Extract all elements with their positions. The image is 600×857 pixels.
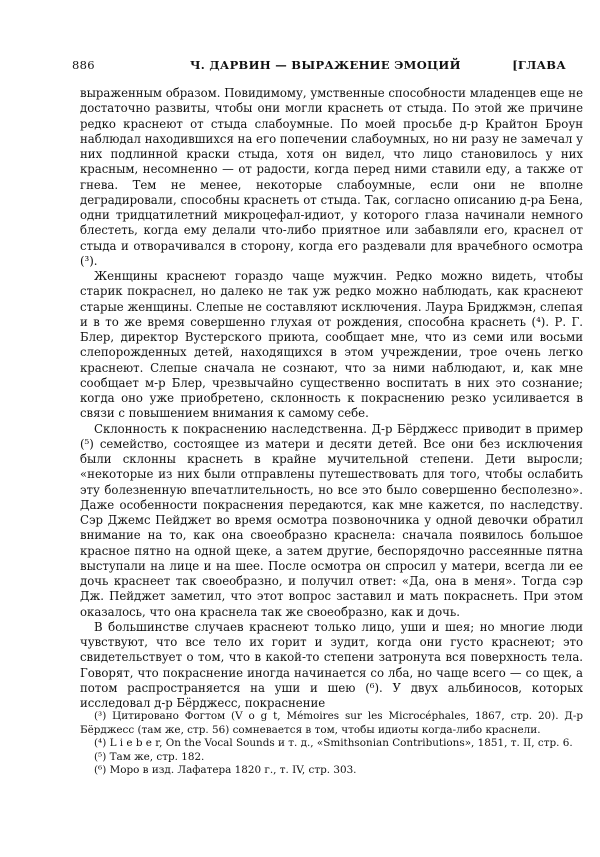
paragraph: В большинстве случаев краснеют только лицо, уши и шея; но многие люди чувствуют, что все тело их горит и зудит, когда они густо краснеют; это свидетельствует о том, что в какой-то степени затронута вся поверхность тела. Говорят, что покраснение иногда начинается со лба, но чаще всего — со щек, а потом распространяется на уши и шею (⁶). У двух альбиносов, которых исследовал д-р Бёрджесс, покраснение	[80, 619, 583, 710]
footnotes	[80, 710, 583, 778]
footnote: (⁶) Моро в изд. Лафатера 1820 г., т. IV, стр. 303.	[94, 764, 357, 777]
page-number: 886	[72, 58, 95, 72]
footnote: (⁴) L i e b e r, On the Vocal Sounds и т. д., «Smithsonian Contributions», 1851, т. II, стр. 6.	[94, 737, 573, 750]
main-text	[80, 86, 583, 711]
paragraph: Женщины краснеют гораздо чаще мужчин. Редко можно видеть, чтобы старик покраснел, но далеко не так уж редко можно наблюдать, как краснеют старые женщины. Слепые не составляют исключения. Лаура Бриджмэн, слепая и в то же время совершенно глухая от рождения, способна краснеть (⁴). Р. Г. Блер, директор Вустерского приюта, сообщает мне, что из семи или восьми слепорожденных детей, находящихся в этом учреждении, трое очень легко краснеют. Слепые сначала не сознают, что за ними наблюдают, и, как мне сообщает м-р Блер, чрезвычайно существенно воспитать в них это сознание; когда оно уже приобретено, склонность к покраснению резко усиливается в связи с повышением внимания к самому себе.	[80, 269, 583, 421]
running-header	[72, 58, 566, 76]
footnote: (³) Цитировано Фогтом (V o g t, Mémoires sur les Microcéphales, 1867, стр. 20). Д-р Бёрджесс (там же, стр. 56) сомневается в том, чтобы идиоты когда-либо краснели.	[80, 710, 583, 736]
paragraph: Склонность к покраснению наследственна. Д-р Бёрджесс приводит в пример (⁵) семейство, состоящее из матери и десяти детей. Все они без исключения были склонны краснеть в крайне мучительной степени. Дети выросли; «некоторые из них были отправлены путешествовать для того, чтобы ослабить эту болезненную впечатлительность, но все это было совершенно бесполезно». Даже особенности покраснения передаются, как мне кажется, по наследству. Сэр Джемс Пейджет во время осмотра позвоночника у одной девочки обратил внимание на то, как она своеобразно краснела: сначала появилось большое красное пятно на одной щеке, а затем другие, беспорядочно рассеянные пятна выступали на лице и на шее. После осмотра он спросил у матери, всегда ли ее дочь краснеет так своеобразно, и получил ответ: «Да, она в меня». Тогда сэр Дж. Пейджет заметил, что этот вопрос заставил и мать покраснеть. При этом оказалось, что она краснела так же своеобразно, как и дочь.	[80, 421, 583, 619]
paragraph: выраженным образом. Повидимому, умственные способности младенцев еще не достаточно развиты, чтобы они могли краснеть от стыда. По этой же причине редко краснеют от стыда слабоумные. По моей просьбе д-р Крайтон Броун наблюдал находившихся на его попечении слабоумных, но ни разу не замечал у них подлинной краски стыда, хотя он видел, что лицо становилось у них красным, несомненно — от радости, когда перед ними ставили еду, а также от гнева. Тем не менее, некоторые слабоумные, если они не вполне деградировали, способны краснеть от стыда. Так, согласно описанию д-ра Бена, одни тридцатилетний микроцефал-идиот, у которого глаза начинали немного блестеть, когда ему делали что-либо приятное или забавляли его, краснел от стыда и отворачивался в сторону, когда его раздевали для врачебного осмотра (³).	[80, 86, 583, 268]
running-title: Ч. ДАРВИН — ВЫРАЖЕНИЕ ЭМОЦИЙ	[190, 58, 461, 72]
chapter-marker: [ГЛАВА	[512, 58, 566, 72]
footnote: (⁵) Там же, стр. 182.	[94, 750, 205, 763]
